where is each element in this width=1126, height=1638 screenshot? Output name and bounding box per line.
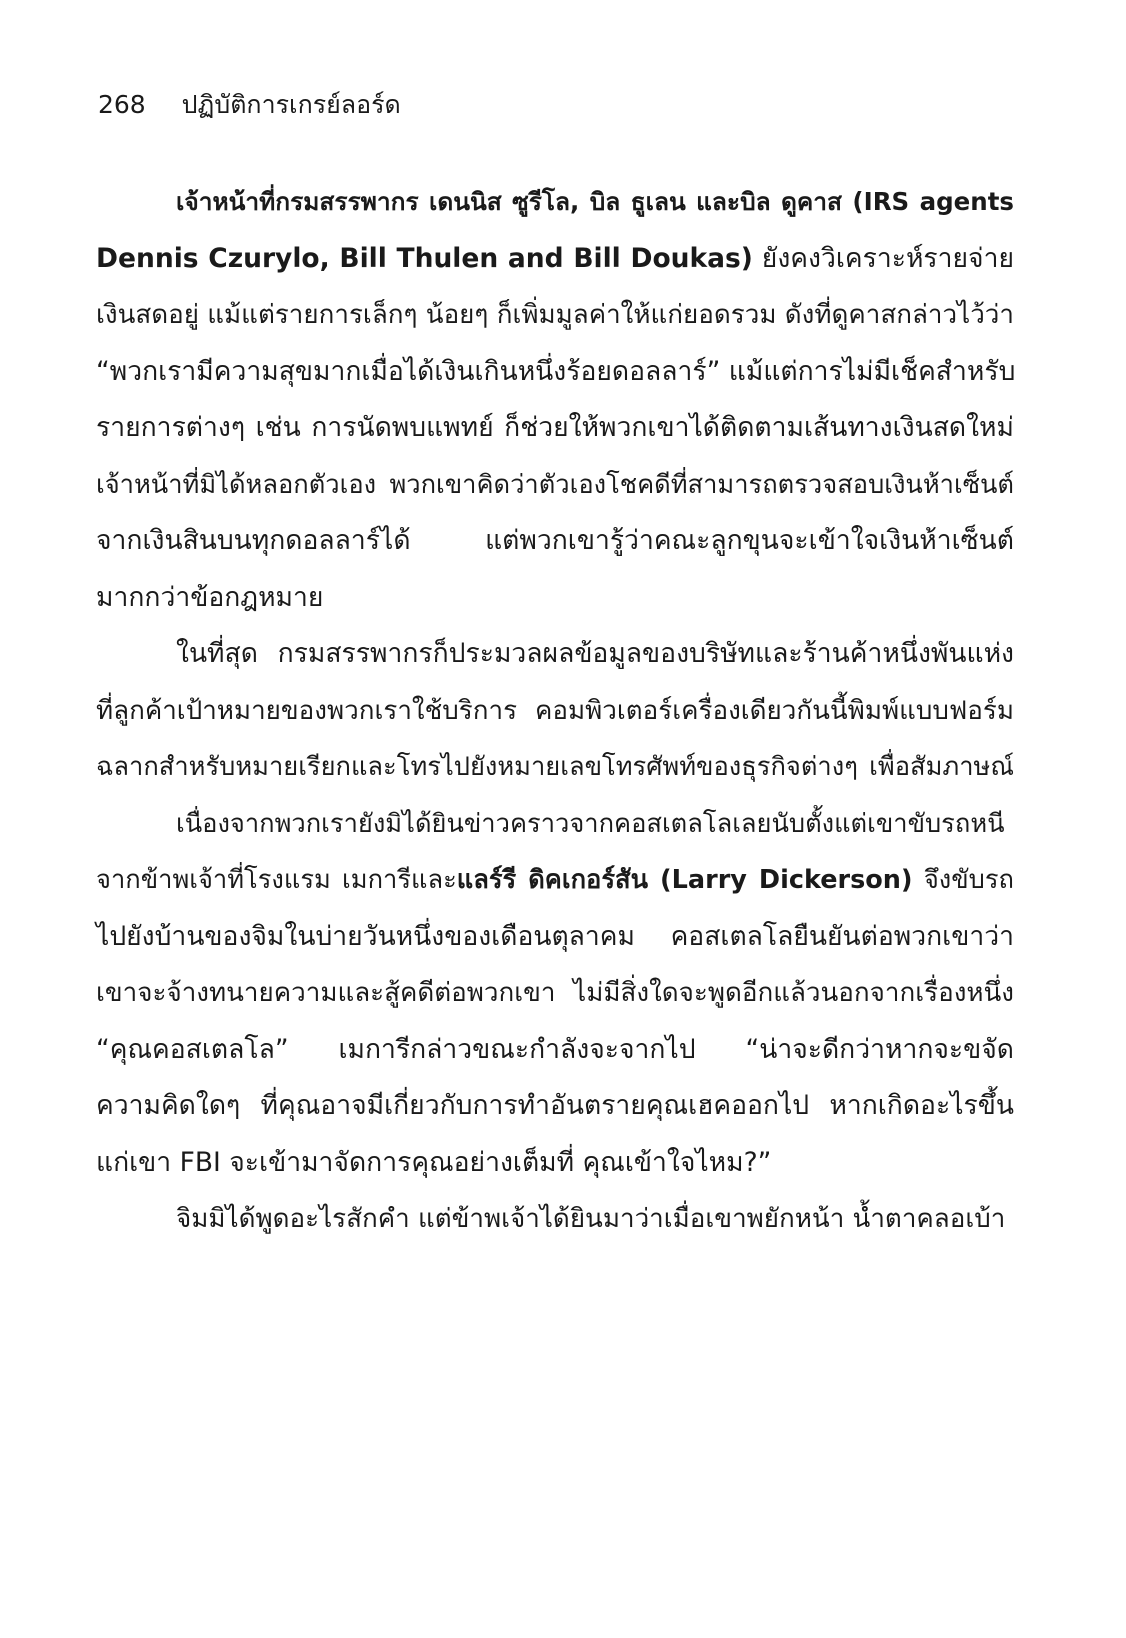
text-run: จึงขับรถ [912,865,1014,895]
text-line [96,344,1014,401]
text-run: ในที่สุด กรมสรรพากรก็ประมวลผลข้อมูลของบริษัทและร้านค้าหนึ่งพันแห่ง [176,638,1014,669]
text-run: จากเงินสินบนทุกดอลลาร์ได้ แต่พวกเขารู้ว่าคณะลูกขุนจะเข้าใจเงินห้าเซ็นต์ [96,525,1014,556]
text-run: ที่ลูกค้าเป้าหมายของพวกเราใช้บริการ คอมพิวเตอร์เครื่องเดียวกันนี้พิมพ์แบบฟอร์ม [96,695,1014,726]
text-run: จากข้าพเจ้าที่โรงแรม เมการีและ [96,865,457,895]
text-run: มากกว่าข้อกฎหมาย [96,581,324,613]
text-line [96,626,1014,683]
running-header [98,88,401,122]
bold-text-run: เจ้าหน้าที่กรมสรรพากร เดนนิส ซูรีโล, บิล ธูเลน และบิล ดูคาส (IRS agents [176,187,1014,216]
text-line [96,739,1014,796]
text-run: ไปยังบ้านของจิมในบ่ายวันหนึ่งของเดือนตุลาคม คอสเตลโลยืนยันต่อพวกเขาว่า [96,920,1014,952]
text-line [96,174,1014,231]
text-line [96,231,1014,288]
text-run: เจ้าหน้าที่มิได้หลอกตัวเอง พวกเขาคิดว่าตัวเองโชคดีที่สามารถตรวจสอบเงินห้าเซ็นต์ [96,469,1014,500]
text-line [96,1191,1014,1248]
body-text [96,174,1014,1248]
text-line [96,1078,1014,1135]
text-line [96,852,1014,909]
text-line [96,400,1014,457]
text-run: ฉลากสำหรับหมายเรียกและโทรไปยังหมายเลขโทรศัพท์ของธุรกิจต่างๆ เพื่อสัมภาษณ์ [96,752,1014,782]
text-line [96,1022,1014,1079]
text-line [96,570,1014,627]
text-line [96,513,1014,570]
book-title: ปฏิบัติการเกรย์ลอร์ด [181,90,401,119]
text-line [96,1135,1014,1192]
text-run: ยังคงวิเคราะห์รายจ่าย [752,242,1014,274]
text-run: เขาจะจ้างทนายความและสู้คดีต่อพวกเขา ไม่มีสิ่งใดจะพูดอีกแล้วนอกจากเรื่องหนึ่ง [96,978,1014,1008]
text-run: แก่เขา FBI จะเข้ามาจัดการคุณอย่างเต็มที่ คุณเข้าใจไหม?” [96,1146,772,1178]
bold-text-run: แลร์รี ดิคเกอร์สัน (Larry Dickerson) [456,865,913,895]
text-line [96,457,1014,514]
text-run: เงินสดอยู่ แม้แต่รายการเล็กๆ น้อยๆ ก็เพิ่มมูลค่าให้แก่ยอดรวม ดังที่ดูคาสกล่าวไว้ว่า [96,300,1014,330]
text-line [96,965,1014,1022]
text-line [96,909,1014,966]
text-run: รายการต่างๆ เช่น การนัดพบแพทย์ ก็ช่วยให้พวกเขาได้ติดตามเส้นทางเงินสดใหม่ [96,412,1014,443]
text-run: ความคิดใดๆ ที่คุณอาจมีเกี่ยวกับการทำอันตรายคุณเฮคออกไป หากเกิดอะไรขึ้น [96,1090,1014,1121]
text-run: “พวกเรามีความสุขมากเมื่อได้เงินเกินหนึ่งร้อยดอลลาร์” แม้แต่การไม่มีเช็คสำหรับ [96,355,1016,387]
text-line [96,683,1014,740]
bold-text-run: Dennis Czurylo, Bill Thulen and Bill Doukas) [96,242,753,274]
text-line [96,287,1014,344]
text-run: “คุณคอสเตลโล” เมการีกล่าวขณะกำลังจะจากไป “น่าจะดีกว่าหากจะขจัด [96,1033,1014,1065]
page-number: 268 [98,90,146,119]
text-run: เนื่องจากพวกเรายังมิได้ยินข่าวคราวจากคอสเตลโลเลยนับตั้งแต่เขาขับรถหนี [176,808,1005,839]
text-run: จิมมิได้พูดอะไรสักคำ แต่ข้าพเจ้าได้ยินมาว่าเมื่อเขาพยักหน้า น้ำตาคลอเบ้า [176,1204,1006,1234]
text-line [96,796,1014,853]
